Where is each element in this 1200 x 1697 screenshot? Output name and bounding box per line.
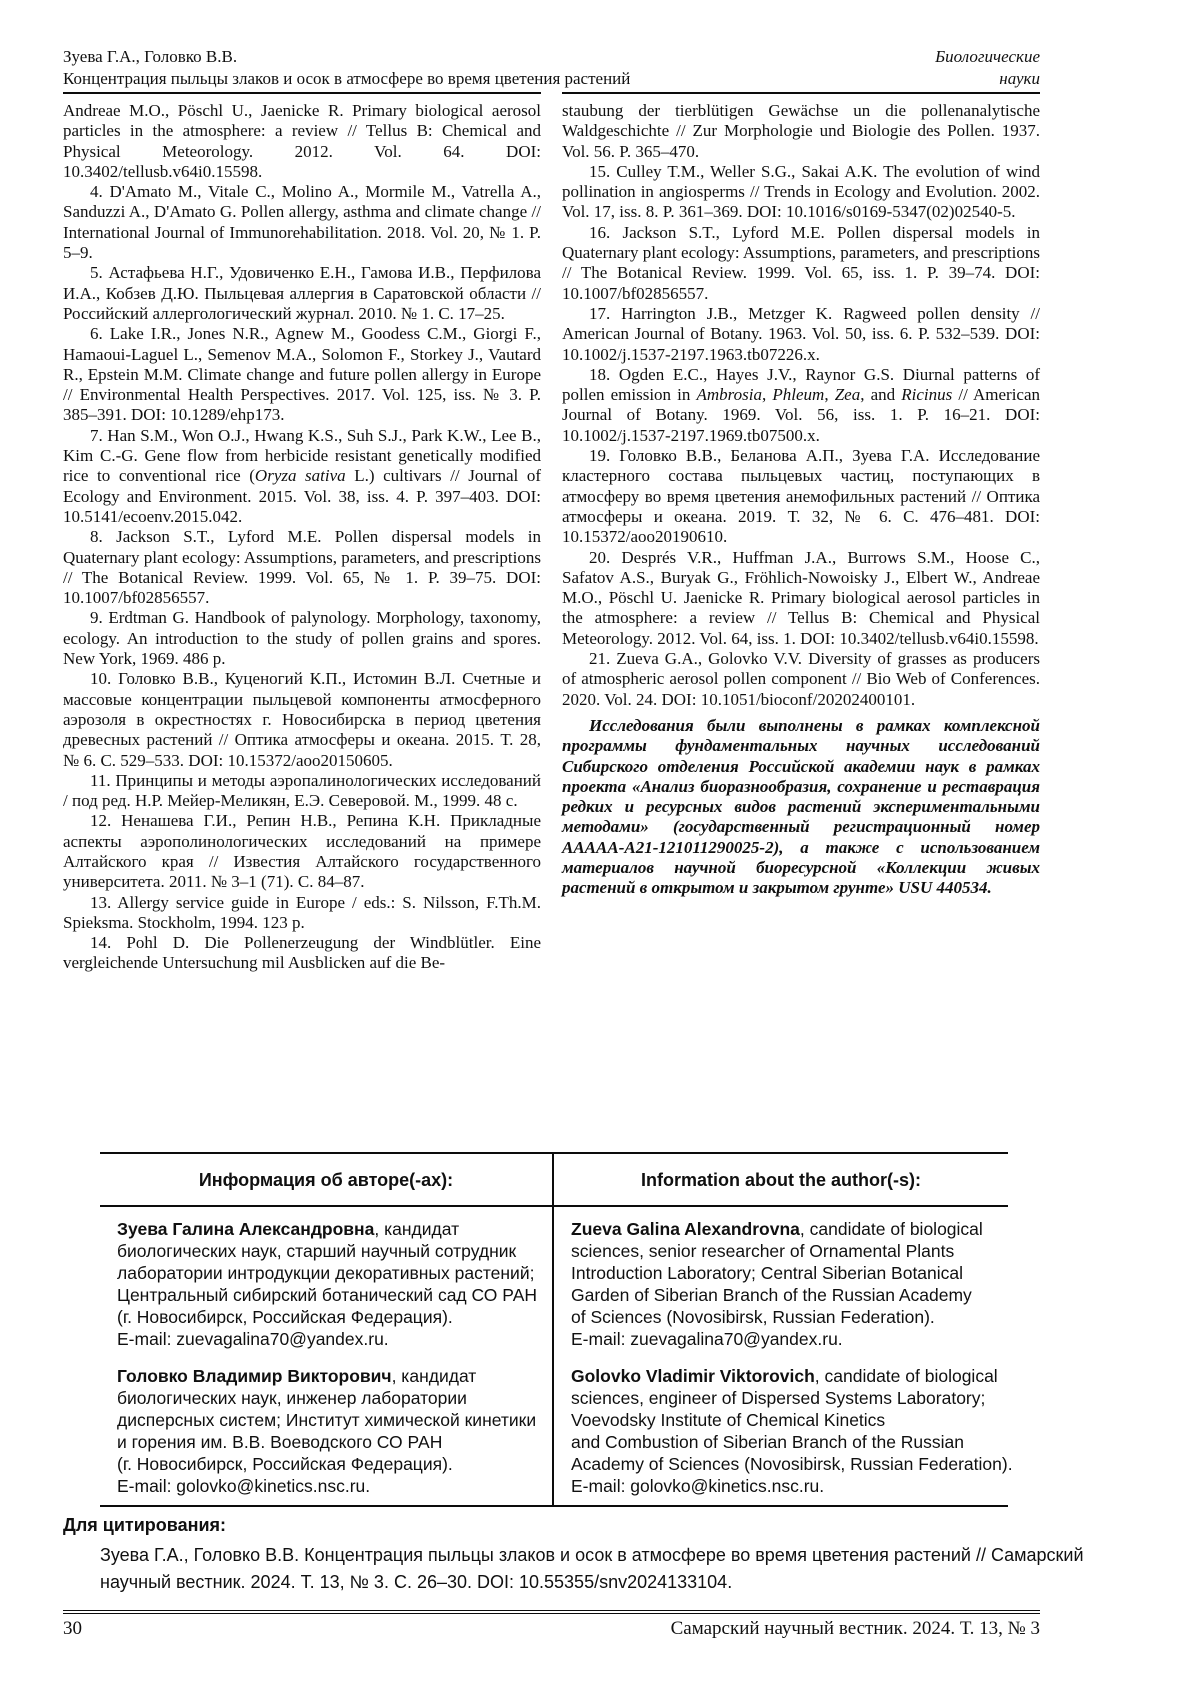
authors-info-table	[100, 1152, 1013, 1507]
author-entry	[571, 1218, 1000, 1350]
reference-entry: 10. Головко В.В., Куценогий К.П., Истомин В.Л. Счетные и массовые концентрации пыльцевой компоненты атмосферного аэрозоля в окрестностях г. Новосибирска в период цветения древесных растений // Оптика атмосферы и океана. 2015. Т. 28, № 6. С. 529–533. DOI: 10.15372/aoo20150605.	[63, 669, 541, 770]
reference-entry: 5. Астафьева Н.Г., Удовиченко Е.Н., Гамова И.В., Перфилова И.А., Кобзев Д.Ю. Пыльцевая аллергия в Саратовской области // Российский аллергологический журнал. 2010. № 1. С. 17–25.	[63, 263, 541, 323]
running-title: Концентрация пыльцы злаков и осок в атмосфере во время цветения растений	[63, 68, 631, 88]
reference-entry: 12. Ненашева Г.И., Репин Н.В., Репина К.Н. Прикладные аспекты аэрополинологических исследований на примере Алтайского края // Известия Алтайского государственного университета. 2011. № 3–1 (71). С. 84–87.	[63, 811, 541, 892]
references-column-right	[562, 101, 1040, 974]
references-column-left	[63, 101, 541, 974]
reference-entry: 9. Erdtman G. Handbook of palynology. Morphology, taxonomy, ecology. An introduction to the study of pollen grains and spores. New York, 1969. 486 p.	[63, 608, 541, 669]
author-entry	[117, 1365, 544, 1497]
reference-entry: 15. Culley T.M., Weller S.G., Sakai A.K. The evolution of wind pollination in angiosperms // Trends in Ecology and Evolution. 2002. Vol. 17, iss. 8. P. 361–369. DOI: 10.1016/s0169-5347(02)02540-5.	[562, 161, 1040, 222]
running-head-section	[935, 46, 1040, 89]
reference-entry: 17. Harrington J.B., Metzger K. Ragweed pollen density // American Journal of Botany. 1963. Vol. 50, iss. 6. P. 532–539. DOI: 10.1002/j.1537-2197.1963.tb07226.x.	[562, 303, 1040, 364]
header-rule-left-segment	[63, 92, 541, 94]
header-rule	[63, 92, 1040, 94]
reference-entry: 13. Allergy service guide in Europe / eds.: S. Nilsson, F.Th.M. Spieksma. Stockholm, 1994. 123 p.	[63, 892, 541, 932]
section-label-line1: Биологические	[935, 47, 1040, 66]
authors-table-header-row	[100, 1154, 1008, 1207]
header-rule-right-segment	[562, 92, 1040, 94]
authors-info-cell-en	[554, 1207, 1013, 1505]
running-authors: Зуева Г.А., Головко В.В.	[63, 47, 238, 66]
reference-entry: Andreae M.O., Pöschl U., Jaenicke R. Primary biological aerosol particles in the atmosphere: a review // Tellus B: Chemical and Physical Meteorology. 2012. Vol. 64. DOI: 10.3402/tellusb.v64i0.15598.	[63, 101, 541, 181]
reference-entry: 19. Головко В.В., Беланова А.П., Зуева Г.А. Исследование кластерного состава пыльцевых частиц, поступающих в атмосферу во время цветения анемофильных растений // Оптика атмосферы и океана. 2019. Т. 32, № 6. С. 476–481. DOI: 10.15372/aoo20190610.	[562, 446, 1040, 547]
reference-entry: 11. Принципы и методы аэропалинологических исследований / под ред. Н.Р. Мейер-Меликян, Е.Э. Северовой. М., 1999. 48 с.	[63, 770, 541, 811]
citation-block	[63, 1515, 1084, 1596]
reference-entry: 4. D'Amato M., Vitale C., Molino A., Mormile M., Vatrella A., Sanduzzi A., D'Amato G. Pollen allergy, asthma and climate change // International Journal of Immunorehabilitation. 2018. Vol. 20, № 1. P. 5–9.	[63, 182, 541, 263]
authors-table-body-row	[100, 1207, 1013, 1505]
authors-table-header-en: Information about the author(-s):	[554, 1154, 1008, 1207]
reference-entry: 21. Zueva G.A., Golovko V.V. Diversity of grasses as producers of atmospheric aerosol pollen component // Bio Web of Conferences. 2020. Vol. 24. DOI: 10.1051/bioconf/20202400101.	[562, 649, 1040, 709]
author-name: Golovko Vladimir Viktorovich	[571, 1366, 815, 1386]
reference-entry: 20. Després V.R., Huffman J.A., Burrows S.M., Hoose C., Safatov A.S., Buryak G., Fröhlich-Nowoisky J., Elbert W., Andreae M.O., Pöschl U. Jaenicke R. Primary biological aerosol particles in the atmosphere: a review // Tellus B: Chemical and Physical Meteorology. 2012. Vol. 64, iss. 1. DOI: 10.3402/tellusb.v64i0.15598.	[562, 547, 1040, 648]
references-section	[63, 101, 1040, 974]
author-details: , candidate of biological sciences, engineer of Dispersed Systems Laboratory; Voevodsky Institute of Chemical Kinetics and Combustion of Siberian Branch of the Russian Academy of Sciences (Novosibirsk, Russian Federation). E-mail: golovko@kinetics.nsc.ru.	[571, 1366, 1013, 1496]
author-name: Головко Владимир Викторович	[117, 1366, 392, 1386]
running-head-left	[63, 46, 630, 89]
reference-entry: 7. Han S.M., Won O.J., Hwang K.S., Suh S.J., Park K.W., Lee B., Kim C.-G. Gene flow from herbicide resistant genetically modified rice to conventional rice (Oryza sativa L.) cultivars // Journal of Ecology and Environment. 2015. Vol. 38, iss. 4. P. 397–403. DOI: 10.5141/ecoenv.2015.042.	[63, 425, 541, 526]
page-footer	[63, 1610, 1040, 1640]
author-details: , кандидат биологических наук, инженер лаборатории дисперсных систем; Институт химической кинетики и горения им. В.В. Воеводского СО РАН (г. Новосибирск, Российская Федерация). E-mail: golovko@kinetics.nsc.ru.	[117, 1366, 537, 1496]
page-header	[63, 46, 1040, 94]
section-label-line2: науки	[999, 68, 1040, 88]
author-name: Зуева Галина Александровна	[117, 1219, 375, 1239]
reference-entry: 14. Pohl D. Die Pollenerzeugung der Windblütler. Eine vergleichende Untersuchung mil Ausblicken auf die Be-	[63, 933, 541, 973]
reference-entry: 6. Lake I.R., Jones N.R., Agnew M., Goodess C.M., Giorgi F., Hamaoui-Laguel L., Semenov M.A., Solomon F., Storkey J., Vautard R., Epstein M.M. Climate change and future pollen allergy in Europe // Environmental Health Perspectives. 2017. Vol. 125, iss. № 3. P. 385–391. DOI: 10.1289/ehp173.	[63, 324, 541, 425]
journal-reference: Самарский научный вестник. 2024. Т. 13, № 3	[670, 1618, 1040, 1639]
page-number: 30	[63, 1618, 82, 1639]
reference-entry: staubung der tierblütigen Gewächse un die pollenanalytische Waldgeschichte // Zur Morphologie und Biologie des Pollen. 1937. Vol. 56. P. 365–470.	[562, 101, 1040, 161]
funding-note: Исследования были выполнены в рамках комплексной программы фундаментальных научных исследований Сибирского отделения Российской академии наук в рамках проекта «Анализ биоразнообразия, сохранение и реставрация редких и ресурсных видов растений экспериментальными методами» (государственный регистрационный номер ААААА-А21-121011290025-2), а также с использованием материалов научной биоресурсной «Коллекции живых растений в открытом и закрытом грунте» USU 440534.	[562, 715, 1040, 898]
author-entry	[571, 1365, 1013, 1497]
author-details: , кандидат биологических наук, старший научный сотрудник лаборатории интродукции декоративных растений; Центральный сибирский ботанический сад СО РАН (г. Новосибирск, Российская Федерация). E-mail: zuevagalina70@yandex.ru.	[117, 1219, 538, 1349]
reference-entry: 16. Jackson S.T., Lyford M.E. Pollen dispersal models in Quaternary plant ecology: Assumptions, parameters, and prescriptions // The Botanical Review. 1999. Vol. 65, iss. 1. P. 39–74. DOI: 10.1007/bf02856557.	[562, 222, 1040, 303]
citation-text: Зуева Г.А., Головко В.В. Концентрация пыльцы злаков и осок в атмосфере во время цветения растений // Самарский научный вестник. 2024. Т. 13, № 3. С. 26–30. DOI: 10.55355/snv2024133104.	[100, 1545, 1084, 1592]
author-name: Zueva Galina Alexandrovna	[571, 1219, 800, 1239]
reference-entry: 8. Jackson S.T., Lyford M.E. Pollen dispersal models in Quaternary plant ecology: Assumptions, parameters, and prescriptions // The Botanical Review. 1999. Vol. 65, № 1. P. 39–75. DOI: 10.1007/bf02856557.	[63, 527, 541, 608]
author-entry	[117, 1218, 544, 1350]
reference-entry: 18. Ogden E.C., Hayes J.V., Raynor G.S. Diurnal patterns of pollen emission in Ambrosia, Phleum, Zea, and Ricinus // American Journal of Botany. 1969. Vol. 56, iss. 1. P. 16–21. DOI: 10.1002/j.1537-2197.1969.tb07500.x.	[562, 364, 1041, 445]
citation-label: Для цитирования:	[63, 1515, 227, 1535]
authors-info-cell-ru	[100, 1207, 554, 1505]
authors-table-header-ru: Информация об авторе(-ах):	[100, 1154, 554, 1207]
author-details: , candidate of biological sciences, senior researcher of Ornamental Plants Introduction Laboratory; Central Siberian Botanical Garden of Siberian Branch of the Russian Academy of Sciences (Novosibirsk, Russian Federation). E-mail: zuevagalina70@yandex.ru.	[571, 1219, 983, 1349]
